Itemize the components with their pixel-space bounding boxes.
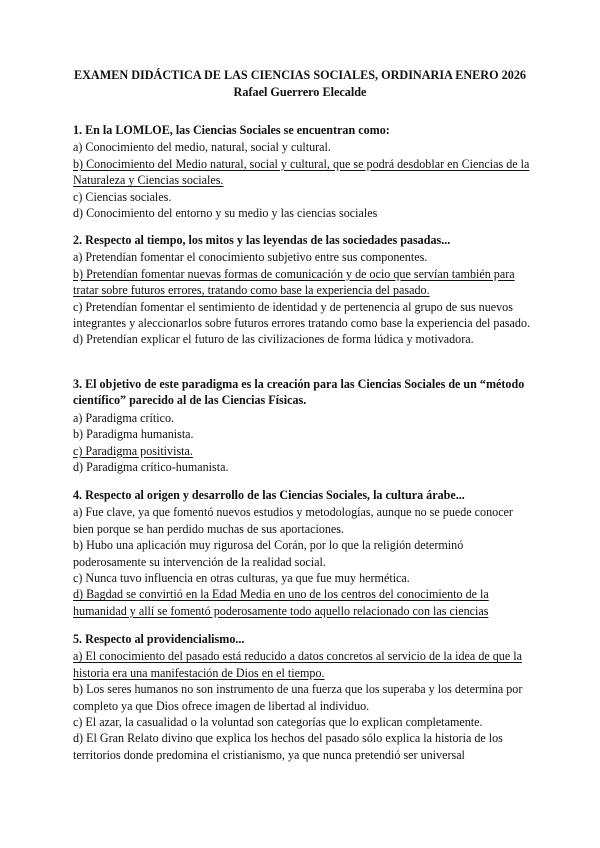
question-4: [73, 487, 533, 619]
question-3-title: 3. El objetivo de este paradigma es la creación para las Ciencias Sociales de un “método científico” parecido al de las Ciencias Físicas.: [73, 377, 525, 408]
question-4-option-b: b) Hubo una aplicación muy rigurosa del Corán, por lo que la religión determinó poderosamente su intervención de la realidad social.: [73, 538, 464, 569]
question-1-option-c: c) Ciencias sociales.: [73, 189, 172, 204]
question-4-option-a: a) Fue clave, ya que fomentó nuevos estudios y metodologías, aunque no se puede conocer bien porque se han perdido muchas de sus aportaciones.: [73, 505, 513, 536]
question-3-option-b: b) Paradigma humanista.: [73, 427, 194, 442]
question-2-option-c: c) Pretendían fomentar el sentimiento de identidad y de pertenencia al grupo de sus nuevos integrantes y aleccionarlos sobre futuros errores tratando como base la experiencia del pasado.: [73, 299, 531, 331]
question-4-option-d: d) Bagdad se convirtió en la Edad Media en uno de los centros del conocimiento de la humanidad y allí se fomentó poderosamente todo aquello relacionado con las ciencias: [73, 587, 489, 618]
exam-title: EXAMEN DIDÁCTICA DE LAS CIENCIAS SOCIALES, ORDINARIA ENERO 2026: [73, 68, 527, 82]
question-2-title: 2. Respecto al tiempo, los mitos y las leyendas de las sociedades pasadas...: [73, 233, 451, 247]
question-3: [73, 376, 533, 475]
exam-author: Rafael Guerrero Elecalde: [233, 85, 367, 99]
question-2-option-b: b) Pretendían fomentar nuevas formas de comunicación y de ocio que servían también para tratar sobre futuros errores, tratando como base la experiencia del pasado.: [73, 266, 515, 298]
question-2-option-a: a) Pretendían fomentar el conocimiento subjetivo entre sus componentes.: [73, 250, 428, 265]
question-2: [73, 232, 533, 348]
question-1-option-b: b) Conocimiento del Medio natural, social y cultural, que se podrá desdoblar en Ciencias de la Naturaleza y Ciencias sociales.: [73, 156, 530, 188]
exam-header: [0, 67, 600, 101]
question-5-option-c: c) El azar, la casualidad o la voluntad son categorías que lo explican completamente.: [73, 715, 483, 730]
question-3-option-c: c) Paradigma positivista.: [73, 443, 193, 458]
question-3-option-d: d) Paradigma crítico-humanista.: [73, 460, 229, 475]
question-4-option-c: c) Nunca tuvo influencia en otras culturas, ya que fue muy hermética.: [73, 571, 410, 586]
question-1-option-a: a) Conocimiento del medio, natural, social y cultural.: [73, 140, 331, 155]
question-1-title: 1. En la LOMLOE, las Ciencias Sociales se encuentran como:: [73, 123, 390, 137]
question-1-option-d: d) Conocimiento del entorno y su medio y las ciencias sociales: [73, 206, 378, 221]
question-5-option-a: a) El conocimiento del pasado está reducido a datos concretos al servicio de la idea de que la historia era una manifestación de Dios en el tiempo.: [73, 649, 522, 680]
question-5-title: 5. Respecto al providencialismo...: [73, 632, 245, 646]
question-5-option-d: d) El Gran Relato divino que explica los hechos del pasado sólo explica la historia de los territorios donde predomina el cristianismo, ya que nunca pretendió ser universal: [73, 731, 503, 762]
question-5: [73, 631, 533, 763]
question-1: [73, 122, 533, 221]
question-5-option-b: b) Los seres humanos no son instrumento de una fuerza que los superaba y los determina por completo ya que Dios ofrece imagen de libertad al individuo.: [73, 682, 523, 713]
question-3-option-a: a) Paradigma crítico.: [73, 410, 175, 425]
question-4-title: 4. Respecto al origen y desarrollo de las Ciencias Sociales, la cultura árabe...: [73, 488, 465, 502]
question-2-option-d: d) Pretendían explicar el futuro de las civilizaciones de forma lúdica y motivadora.: [73, 332, 474, 347]
